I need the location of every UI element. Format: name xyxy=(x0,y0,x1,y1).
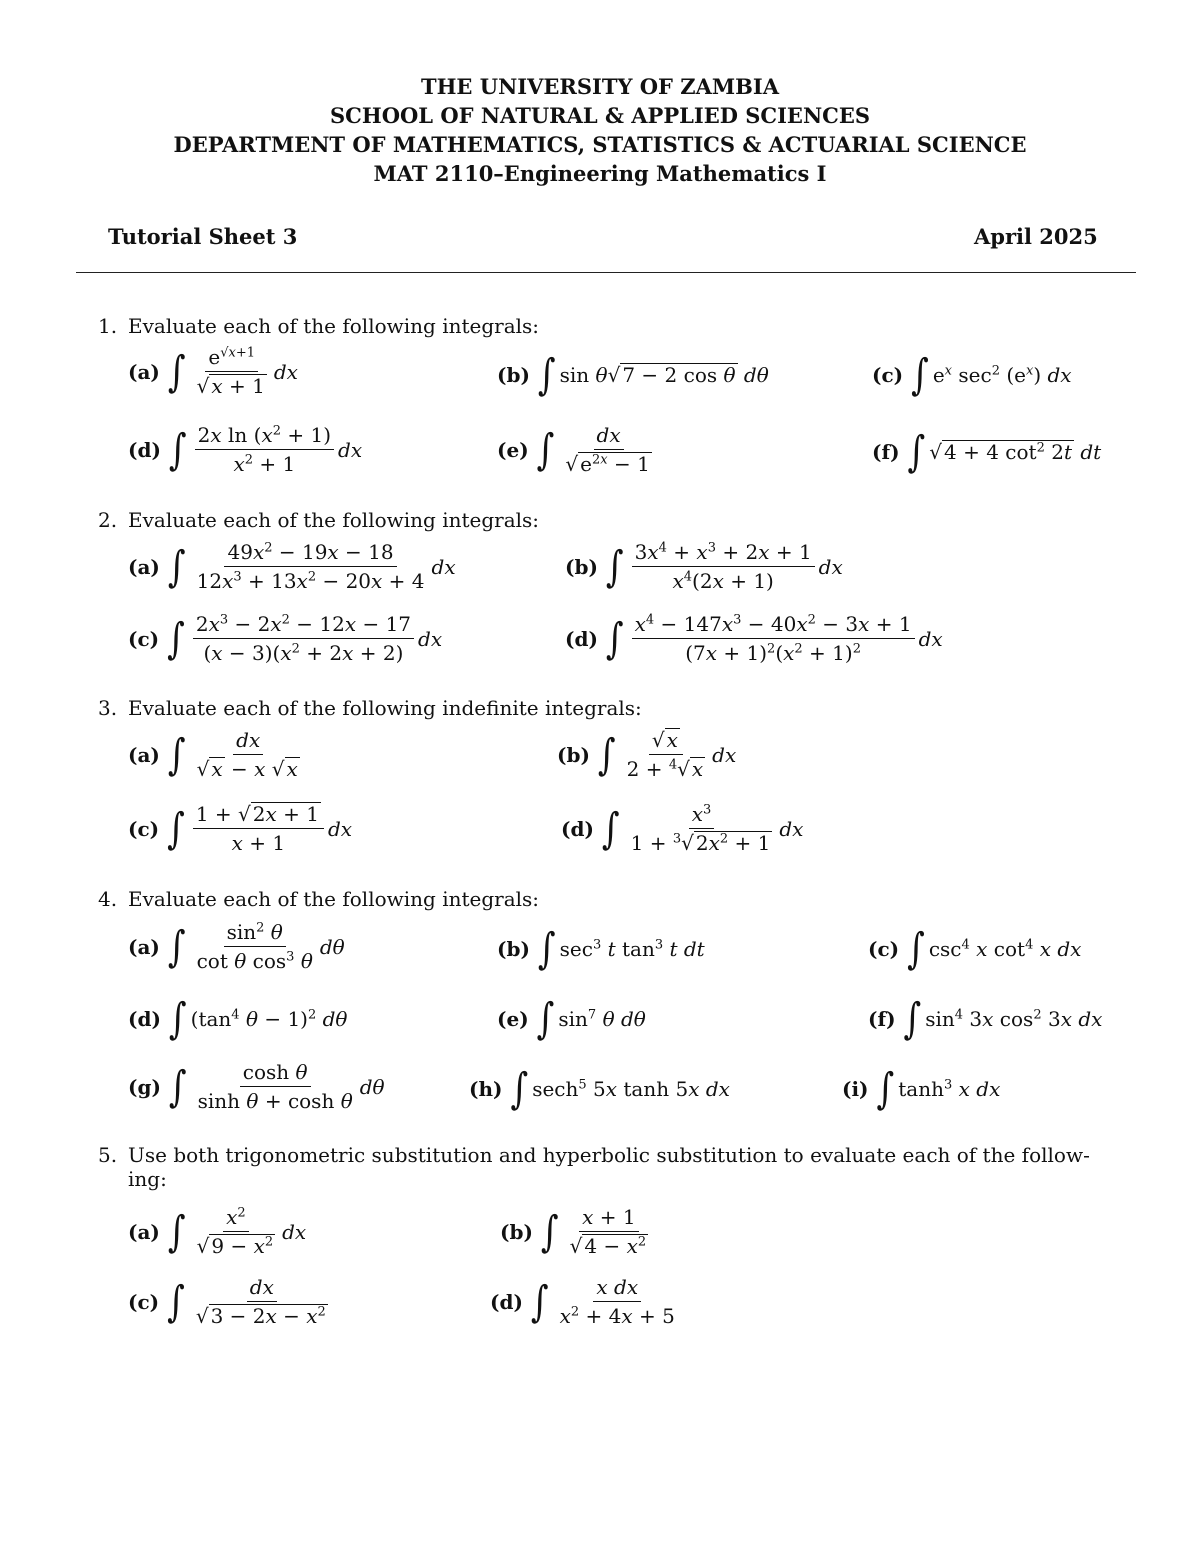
q2-a: (a) ∫ $\frac{49x^2 - 19x - 18}{12x^3 + 13x^2 - 20x + 4}$ dx xyxy=(128,540,456,593)
integral-sign: ∫ xyxy=(903,994,922,1044)
q1-c xyxy=(872,350,1072,400)
q5-c xyxy=(128,1275,335,1328)
formula: $\csc^4 x$ $\cot^4 x$ dx xyxy=(928,937,1082,961)
integral-sign: ∫ xyxy=(907,427,926,477)
formula: $\frac{3x^4 + x^3 + 2x + 1}{x^4(2x + 1)}$ xyxy=(632,540,815,593)
department-name: DEPARTMENT OF MATHEMATICS, STATISTICS & ACTUARIAL SCIENCE xyxy=(173,132,1027,157)
integral-sign: ∫ xyxy=(605,613,624,664)
item-label: (b) xyxy=(500,1219,533,1244)
integral-sign: ∫ xyxy=(536,424,555,475)
integral-sign: ∫ xyxy=(167,613,185,664)
integral-sign: ∫ xyxy=(537,350,556,400)
item-label: (b) xyxy=(497,363,530,387)
integral-sign: ∫ xyxy=(168,424,187,475)
item-label: (g) xyxy=(128,1074,161,1099)
course-title: MAT 2110–Engineering Mathematics I xyxy=(373,161,827,186)
formula: $\frac{x^4 - 147x^3 - 40x^2 - 3x + 1}{(7x + 1)^2(x^2 + 1)^2}$ xyxy=(632,612,915,665)
item-label: (c) xyxy=(868,937,900,961)
formula: $\tanh^3 x$ dx xyxy=(898,1077,1001,1101)
item-label: (b) xyxy=(497,937,530,961)
q1-e xyxy=(497,423,659,476)
integral-sign: ∫ xyxy=(168,994,187,1044)
integral-sign: ∫ xyxy=(168,1061,187,1112)
q4-h xyxy=(469,1064,730,1114)
q4-g: (g) ∫ $\frac{\text{cosh θ}}{\text{sinh θ + cosh θ}}$ dθ xyxy=(128,1060,385,1113)
q4-b xyxy=(497,924,705,974)
q3-c: (c) ∫ $\frac{1 + √ 2x + 1}{x + 1}$ dx xyxy=(128,802,353,855)
integral-sign: ∫ xyxy=(537,924,556,974)
school-name: SCHOOL OF NATURAL & APPLIED SCIENCES xyxy=(329,103,871,128)
integral-sign: ∫ xyxy=(536,994,555,1044)
formula: $e^x$ $\sec^2 (e^x)$ dx xyxy=(932,363,1072,387)
question-text: Evaluate each of the following integrals: xyxy=(128,887,540,911)
question-number: 3. xyxy=(98,696,118,720)
integral-sign: ∫ xyxy=(167,1206,186,1257)
integral-sign: ∫ xyxy=(907,924,925,974)
question-text: Evaluate each of the following integrals: xyxy=(128,314,540,338)
document-header xyxy=(0,72,1200,188)
item-label: (f) xyxy=(872,440,900,464)
q5-d xyxy=(490,1275,682,1328)
formula: $\frac{e^{√x+1}}{√ x + 1}$ xyxy=(196,345,265,398)
item-label: (d) xyxy=(490,1289,523,1314)
item-label: (d) xyxy=(128,437,161,462)
sheet-title: Tutorial Sheet 3 xyxy=(108,224,298,249)
integral-sign: ∫ xyxy=(167,346,186,397)
q4-c xyxy=(868,924,1082,974)
q4-e xyxy=(497,994,646,1044)
university-name: THE UNIVERSITY OF ZAMBIA xyxy=(420,74,780,99)
integral-sign: ∫ xyxy=(540,1206,559,1257)
item-label: (d) xyxy=(565,626,598,651)
q4-d xyxy=(128,994,348,1044)
integral-sign: ∫ xyxy=(167,1276,185,1327)
question-text: Evaluate each of the following integrals: xyxy=(128,508,540,532)
q3-a xyxy=(128,728,307,781)
integral-sign: ∫ xyxy=(597,729,616,780)
integral-sign: ∫ xyxy=(167,541,186,592)
formula: $\frac{dx}{√ 3 - 2x - x^2}$ xyxy=(195,1275,326,1328)
item-label: (d) xyxy=(561,816,594,841)
formula: $\sec^3 t$ $\tan^3 t$ dt xyxy=(559,937,705,961)
question-number: 4. xyxy=(98,887,118,911)
formula: $\frac{x^3}{1 + ^3√ 2x^2 + 1}$ xyxy=(630,802,771,855)
question-number: 1. xyxy=(98,314,118,338)
question-1 xyxy=(98,314,539,338)
item-label: (e) xyxy=(497,437,529,462)
question-text: Evaluate each of the following indefinite integrals: xyxy=(128,696,642,720)
formula: $\frac{49x^2 - 19x - 18}{12x^3 + 13x^2 - 20x + 4}$ xyxy=(196,540,425,593)
formula: sin θ√ 7 − 2 cos θ dθ xyxy=(559,363,769,387)
integral-sign: ∫ xyxy=(605,541,624,592)
formula: $\frac{x + 1}{√ 4 - x^2}$ xyxy=(569,1205,647,1258)
item-label: (e) xyxy=(497,1007,529,1031)
integral-sign: ∫ xyxy=(167,729,186,780)
item-label: (a) xyxy=(128,742,160,767)
item-label: (c) xyxy=(128,626,160,651)
item-label: (c) xyxy=(128,1289,160,1314)
question-3 xyxy=(98,696,642,720)
formula: √ 4 + 4 $\cot^2 2t$ dt xyxy=(929,440,1102,464)
formula: ($\tan^4$ θ − 1)$^2$ dθ xyxy=(190,1007,348,1031)
q2-c: (c) ∫ $\frac{2x^3 - 2x^2 - 12x - 17}{(x - 3)(x^2 + 2x + 2)}$ dx xyxy=(128,612,443,665)
item-label: (h) xyxy=(469,1077,503,1101)
integral-sign: ∫ xyxy=(601,803,620,854)
question-text: Use both trigonometric substitution and hyperbolic substitution to evaluate each of the follow- xyxy=(128,1143,1090,1167)
formula: $\frac{\text{cosh θ}}{\text{sinh θ + cosh θ}}$ xyxy=(197,1060,353,1113)
q5-a: (a) ∫ $\frac{x^2}{√ 9 - x^2}$ dx xyxy=(128,1205,307,1258)
item-label: (a) xyxy=(128,554,160,579)
item-label: (b) xyxy=(557,742,590,767)
integral-sign: ∫ xyxy=(167,803,185,854)
item-label: (c) xyxy=(872,363,904,387)
question-2 xyxy=(98,508,539,532)
integral-sign: ∫ xyxy=(167,921,186,972)
formula: $\frac{\text{x dx}}{x^2 + 4x + 5}$ xyxy=(559,1275,675,1328)
q3-b: (b) ∫ $\frac{√ x}{2 + ^4√ x}$ dx xyxy=(557,728,737,781)
question-text-continued: ing: xyxy=(128,1167,167,1191)
question-4 xyxy=(98,887,539,911)
q2-b: (b) ∫ $\frac{3x^4 + x^3 + 2x + 1}{x^4(2x + 1)}$ dx xyxy=(565,540,843,593)
q4-i xyxy=(842,1064,1001,1114)
formula: $\frac{1 + √ 2x + 1}{x + 1}$ xyxy=(193,802,324,855)
formula: $\frac{dx}{√ e^{2x} - 1}$ xyxy=(565,423,650,476)
q4-a: (a) ∫ $\frac{\sin^2 \theta}{\cot \theta \cos^3 \theta}$ dθ xyxy=(128,920,345,973)
question-number: 5. xyxy=(98,1143,118,1167)
q1-a: (a) ∫ $\frac{e^{√x+1}}{√ x + 1}$ dx xyxy=(128,345,298,398)
item-label: (c) xyxy=(128,816,160,841)
formula: $\sin^4 3x$ $\cos^2 3x$ dx xyxy=(925,1007,1103,1031)
item-label: (a) xyxy=(128,1219,160,1244)
q5-b xyxy=(500,1205,655,1258)
formula: $\frac{2x^3 - 2x^2 - 12x - 17}{(x - 3)(x^2 + 2x + 2)}$ xyxy=(193,612,414,665)
formula: $\frac{2x \ln (x^2 + 1)}{x^2 + 1}$ xyxy=(195,423,334,476)
q1-d: (d) ∫ $\frac{2x \ln (x^2 + 1)}{x^2 + 1}$ dx xyxy=(128,423,363,476)
formula: $\frac{√ x}{2 + ^4√ x}$ xyxy=(626,728,704,781)
integral-sign: ∫ xyxy=(530,1276,549,1327)
integral-sign: ∫ xyxy=(911,350,929,400)
item-label: (b) xyxy=(565,554,598,579)
integral-sign: ∫ xyxy=(876,1064,895,1114)
item-label: (i) xyxy=(842,1077,869,1101)
q4-f xyxy=(868,994,1103,1044)
q1-f xyxy=(872,427,1102,477)
q2-d: (d) ∫ $\frac{x^4 - 147x^3 - 40x^2 - 3x + 1}{(7x + 1)^2(x^2 + 1)^2}$ dx xyxy=(565,612,943,665)
item-label: (a) xyxy=(128,934,160,959)
sheet-date: April 2025 xyxy=(974,224,1098,249)
question-number: 2. xyxy=(98,508,118,532)
item-label: (a) xyxy=(128,359,160,384)
formula: sech$^5$ 5x tanh 5x dx xyxy=(532,1077,730,1101)
header-divider xyxy=(76,272,1136,273)
formula: $\frac{\sin^2 \theta}{\cot \theta \cos^3 \theta}$ xyxy=(196,920,313,973)
formula: $\sin^7 \theta$ dθ xyxy=(558,1007,646,1031)
question-5 xyxy=(98,1143,1138,1191)
q1-b xyxy=(497,350,769,400)
integral-sign: ∫ xyxy=(510,1064,529,1114)
q3-d: (d) ∫ $\frac{x^3}{1 + ^3√ 2x^2 + 1}$ dx xyxy=(561,802,804,855)
formula: $\frac{x^2}{√ 9 - x^2}$ xyxy=(196,1205,274,1258)
formula: $\frac{dx}{√ x - x √ x}$ xyxy=(196,728,298,781)
item-label: (d) xyxy=(128,1007,161,1031)
item-label: (f) xyxy=(868,1007,896,1031)
